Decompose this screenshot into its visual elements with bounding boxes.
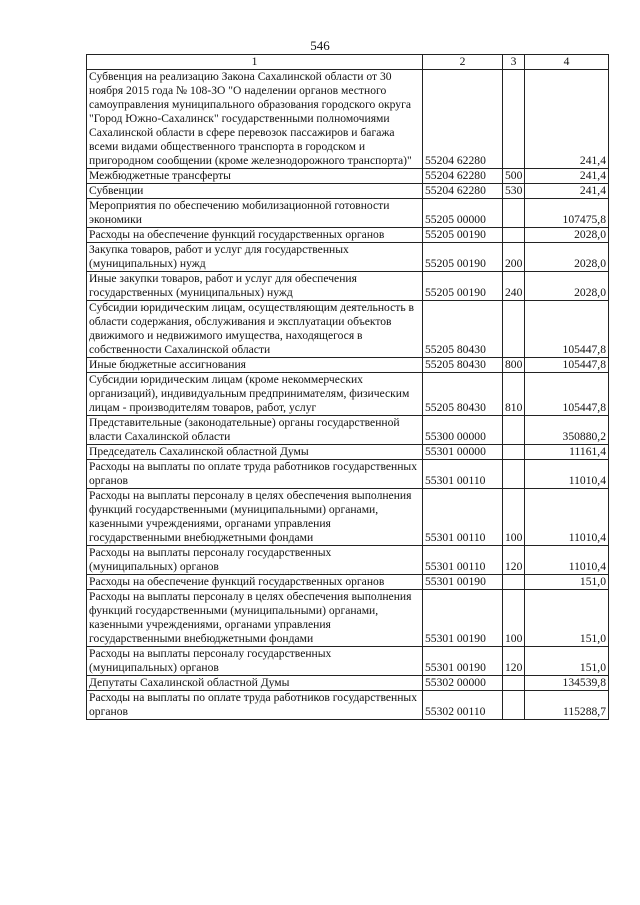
row-amount: 350880,2 <box>525 416 609 445</box>
row-code: 55301 00110 <box>423 460 503 489</box>
row-expense-type <box>503 691 525 720</box>
row-expense-type: 200 <box>503 243 525 272</box>
row-amount: 115288,7 <box>525 691 609 720</box>
row-description: Субвенция на реализацию Закона Сахалинской области от 30 ноября 2015 года № 108-ЗО "О наделении органов местного самоуправления муниципального образования городского округа "Город Южно-Сахалинск" государственными полномочиями Сахалинской области в сфере перевозок пассажиров и багажа всеми видами общественного транспорта в городском и пригородном сообщении (кроме железнодорожного транспорта)" <box>87 70 423 169</box>
row-description: Межбюджетные трансферты <box>87 169 423 184</box>
row-description: Депутаты Сахалинской областной Думы <box>87 676 423 691</box>
row-description: Мероприятия по обеспечению мобилизационной готовности экономики <box>87 199 423 228</box>
table-row <box>87 358 609 373</box>
column-header: 4 <box>525 55 609 70</box>
row-code: 55301 00110 <box>423 546 503 575</box>
table-row <box>87 373 609 416</box>
row-code: 55205 00190 <box>423 272 503 301</box>
table-row <box>87 575 609 590</box>
row-code: 55205 80430 <box>423 373 503 416</box>
table-row <box>87 228 609 243</box>
table-row <box>87 489 609 546</box>
row-description: Субвенции <box>87 184 423 199</box>
row-description: Расходы на обеспечение функций государственных органов <box>87 228 423 243</box>
row-description: Иные закупки товаров, работ и услуг для обеспечения государственных (муниципальных) нужд <box>87 272 423 301</box>
row-description: Расходы на выплаты персоналу в целях обеспечения выполнения функций государственными (муниципальными) органами, казенными учреждениями, органами управления государственными внебюджетными фондами <box>87 489 423 546</box>
row-expense-type: 120 <box>503 546 525 575</box>
row-amount: 2028,0 <box>525 272 609 301</box>
row-expense-type <box>503 416 525 445</box>
column-header: 2 <box>423 55 503 70</box>
row-expense-type <box>503 575 525 590</box>
row-amount: 11010,4 <box>525 489 609 546</box>
row-amount: 107475,8 <box>525 199 609 228</box>
table-row <box>87 445 609 460</box>
row-amount: 241,4 <box>525 70 609 169</box>
table-header-row <box>87 55 609 70</box>
row-code: 55301 00110 <box>423 489 503 546</box>
row-expense-type: 500 <box>503 169 525 184</box>
table-row <box>87 272 609 301</box>
row-expense-type <box>503 460 525 489</box>
row-expense-type: 530 <box>503 184 525 199</box>
row-amount: 2028,0 <box>525 228 609 243</box>
row-amount: 11161,4 <box>525 445 609 460</box>
row-amount: 11010,4 <box>525 546 609 575</box>
column-header: 3 <box>503 55 525 70</box>
row-expense-type <box>503 70 525 169</box>
table-row <box>87 546 609 575</box>
row-amount: 105447,8 <box>525 373 609 416</box>
row-expense-type <box>503 676 525 691</box>
row-code: 55301 00000 <box>423 445 503 460</box>
row-amount: 134539,8 <box>525 676 609 691</box>
table-row <box>87 184 609 199</box>
row-description: Расходы на выплаты по оплате труда работников государственных органов <box>87 691 423 720</box>
row-code: 55205 00190 <box>423 228 503 243</box>
table-row <box>87 199 609 228</box>
table-row <box>87 301 609 358</box>
row-description: Расходы на выплаты персоналу государственных (муниципальных) органов <box>87 647 423 676</box>
row-code: 55302 00000 <box>423 676 503 691</box>
row-expense-type: 100 <box>503 489 525 546</box>
row-description: Закупка товаров, работ и услуг для государственных (муниципальных) нужд <box>87 243 423 272</box>
row-code: 55205 80430 <box>423 301 503 358</box>
row-amount: 151,0 <box>525 590 609 647</box>
row-expense-type <box>503 445 525 460</box>
row-description: Расходы на выплаты персоналу в целях обеспечения выполнения функций государственными (муниципальными) органами, казенными учреждениями, органами управления государственными внебюджетными фондами <box>87 590 423 647</box>
row-expense-type: 800 <box>503 358 525 373</box>
row-amount: 105447,8 <box>525 301 609 358</box>
row-code: 55300 00000 <box>423 416 503 445</box>
row-description: Представительные (законодательные) органы государственной власти Сахалинской области <box>87 416 423 445</box>
row-code: 55301 00190 <box>423 575 503 590</box>
column-header: 1 <box>87 55 423 70</box>
table-row <box>87 460 609 489</box>
row-expense-type <box>503 301 525 358</box>
page-number: 546 <box>310 38 330 53</box>
row-expense-type <box>503 228 525 243</box>
row-expense-type: 810 <box>503 373 525 416</box>
row-amount: 151,0 <box>525 575 609 590</box>
row-code: 55205 80430 <box>423 358 503 373</box>
table-row <box>87 70 609 169</box>
row-expense-type: 120 <box>503 647 525 676</box>
row-description: Расходы на обеспечение функций государственных органов <box>87 575 423 590</box>
row-amount: 241,4 <box>525 169 609 184</box>
table-row <box>87 169 609 184</box>
row-code: 55205 00190 <box>423 243 503 272</box>
row-description: Председатель Сахалинской областной Думы <box>87 445 423 460</box>
row-expense-type: 100 <box>503 590 525 647</box>
table-row <box>87 590 609 647</box>
row-amount: 241,4 <box>525 184 609 199</box>
row-amount: 105447,8 <box>525 358 609 373</box>
table-row <box>87 243 609 272</box>
row-code: 55204 62280 <box>423 70 503 169</box>
row-expense-type <box>503 199 525 228</box>
row-code: 55301 00190 <box>423 647 503 676</box>
row-code: 55205 00000 <box>423 199 503 228</box>
table-row <box>87 676 609 691</box>
table-row <box>87 647 609 676</box>
budget-table <box>86 54 609 720</box>
table-row <box>87 416 609 445</box>
row-code: 55204 62280 <box>423 184 503 199</box>
row-description: Расходы на выплаты по оплате труда работников государственных органов <box>87 460 423 489</box>
row-amount: 151,0 <box>525 647 609 676</box>
row-description: Субсидии юридическим лицам (кроме некоммерческих организаций), индивидуальным предпринимателям, физическим лицам - производителям товаров, работ, услуг <box>87 373 423 416</box>
row-description: Иные бюджетные ассигнования <box>87 358 423 373</box>
row-code: 55204 62280 <box>423 169 503 184</box>
row-code: 55301 00190 <box>423 590 503 647</box>
row-amount: 2028,0 <box>525 243 609 272</box>
row-description: Субсидии юридическим лицам, осуществляющим деятельность в области содержания, обслуживания и эксплуатации объектов движимого и недвижимого имущества, находящегося в собственности Сахалинской области <box>87 301 423 358</box>
row-amount: 11010,4 <box>525 460 609 489</box>
row-description: Расходы на выплаты персоналу государственных (муниципальных) органов <box>87 546 423 575</box>
row-expense-type: 240 <box>503 272 525 301</box>
row-code: 55302 00110 <box>423 691 503 720</box>
table-row <box>87 691 609 720</box>
